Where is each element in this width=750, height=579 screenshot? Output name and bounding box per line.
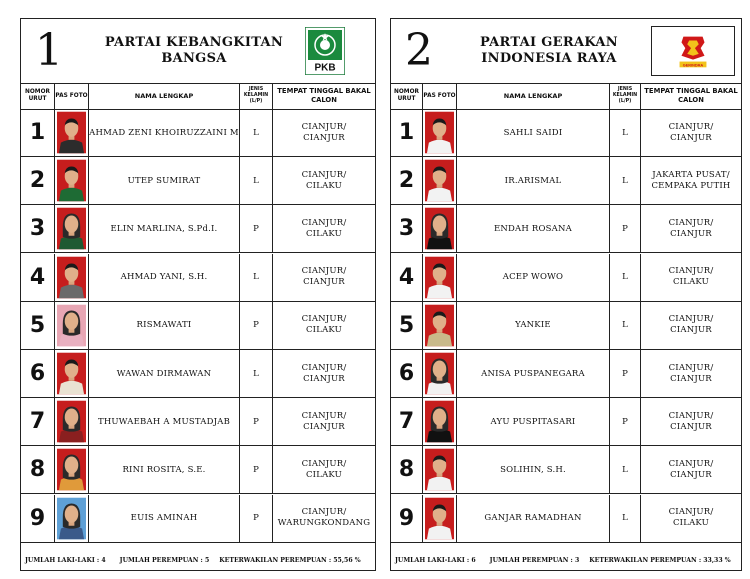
candidate-residence [273,157,375,204]
candidate-residence [273,205,375,252]
male-count: JUMLAH LAKI-LAKI : 4 [25,556,106,564]
residence-line2: CIANJUR [670,228,712,239]
residence-line2: CIANJUR [670,132,712,143]
portrait-icon [425,207,454,250]
candidate-sex: L [610,109,641,156]
residence-line1: CIANJUR/ [301,507,347,518]
residence-line1: CIANJUR/ [301,314,347,325]
residence-line2: CIANJUR [670,325,712,336]
candidate-row [391,495,741,543]
candidate-name: ANISA PUSPANEGARA [457,350,610,397]
candidate-name: RISMAWATI [89,302,240,349]
summary-footer [21,550,375,570]
candidate-residence [641,157,741,204]
candidate-number: 3 [21,205,55,252]
candidate-sex: P [240,446,273,493]
residence-line2: CIANJUR [670,373,712,384]
candidate-row [21,109,375,157]
residence-line1: CIANJUR/ [301,458,347,469]
portrait-icon [425,159,454,202]
candidate-residence [641,350,741,397]
candidate-sex: P [240,205,273,252]
portrait-icon [57,304,86,347]
candidate-row [21,446,375,494]
residence-line1: CIANJUR/ [301,266,347,277]
candidate-sex: P [240,495,273,542]
candidate-sex: P [240,302,273,349]
portrait-icon [57,352,86,395]
male-count: JUMLAH LAKI-LAKI : 6 [395,556,476,564]
residence-line1: CIANJUR/ [668,410,714,421]
column-header [21,83,375,110]
col-nama: NAMA LENGKAP [457,83,610,109]
residence-line1: CIANJUR/ [668,266,714,277]
residence-line2: CIANJUR [670,469,712,480]
candidate-sex: L [610,157,641,204]
candidate-sex: L [610,495,641,542]
candidate-name: AHMAD YANI, S.H. [89,254,240,301]
candidate-name: SOLIHIN, S.H. [457,446,610,493]
col-jk: JENIS KELAMIN (L/P) [240,83,273,109]
candidate-sex: L [610,446,641,493]
portrait-icon [57,111,86,154]
candidate-row [391,398,741,446]
candidate-residence [273,302,375,349]
col-nomor: NOMOR URUT [21,83,55,109]
party-header [21,19,375,84]
candidate-residence [273,109,375,156]
candidate-photo [55,254,89,301]
candidate-number: 6 [391,350,423,397]
candidate-name: SAHLI SAIDI [457,109,610,156]
candidate-number: 7 [391,398,423,445]
party-number: 1 [35,25,63,76]
residence-line2: CIANJUR [303,421,345,432]
candidate-name: ENDAH ROSANA [457,205,610,252]
candidate-row [21,254,375,302]
candidate-row [21,398,375,446]
candidate-name: AYU PUSPITASARI [457,398,610,445]
portrait-icon [425,352,454,395]
candidate-number: 4 [21,254,55,301]
candidate-row [391,446,741,494]
residence-line2: CIANJUR [303,373,345,384]
candidate-number: 1 [391,109,423,156]
col-foto: PAS FOTO [423,83,457,109]
portrait-icon [425,256,454,299]
candidate-name: YANKIE [457,302,610,349]
candidate-row [21,205,375,253]
summary-footer [391,550,741,570]
portrait-icon [57,159,86,202]
portrait-icon [57,400,86,443]
candidate-residence [641,446,741,493]
portrait-icon [57,497,86,540]
candidate-row [21,157,375,205]
candidate-number: 8 [21,446,55,493]
candidate-row [391,205,741,253]
residence-line1: JAKARTA PUSAT/ [652,169,730,180]
col-foto: PAS FOTO [55,83,89,109]
candidate-residence [641,398,741,445]
candidate-sex: L [240,109,273,156]
candidate-number: 6 [21,350,55,397]
candidate-photo [55,157,89,204]
candidate-number: 8 [391,446,423,493]
candidate-number: 9 [391,495,423,542]
candidate-row [21,302,375,350]
candidate-photo [423,205,457,252]
residence-line2: CILAKU [672,277,710,288]
candidate-number: 9 [21,495,55,542]
candidate-number: 2 [391,157,423,204]
candidate-name: WAWAN DIRMAWAN [89,350,240,397]
candidate-residence [273,350,375,397]
col-tempat: TEMPAT TINGGAL BAKAL CALON [644,87,738,104]
col-nama: NAMA LENGKAP [89,83,240,109]
gerindra-logo-text: GERINDRA [682,63,704,68]
candidate-photo [423,446,457,493]
candidate-sex: P [240,398,273,445]
candidate-sex: P [610,350,641,397]
candidate-sex: L [240,350,273,397]
party-name: PARTAI GERAKAN INDONESIA RAYA [480,35,618,66]
residence-line1: CIANJUR/ [668,362,714,373]
residence-line1: CIANJUR/ [301,121,347,132]
residence-line1: CIANJUR/ [668,507,714,518]
candidate-photo [423,254,457,301]
candidate-residence [641,495,741,542]
residence-line1: CIANJUR/ [301,362,347,373]
candidate-name: EUIS AMINAH [89,495,240,542]
residence-line1: CIANJUR/ [668,121,714,132]
col-nomor: NOMOR URUT [391,83,423,109]
candidate-sex: P [610,205,641,252]
col-jk: JENIS KELAMIN (L/P) [610,83,641,109]
candidate-row [391,350,741,398]
column-header [391,83,741,110]
candidate-photo [423,398,457,445]
candidate-name: GANJAR RAMADHAN [457,495,610,542]
candidate-sex: L [240,254,273,301]
portrait-icon [57,256,86,299]
residence-line2: CILAKU [305,325,343,336]
female-count: JUMLAH PEREMPUAN : 5 [119,556,210,564]
candidate-name: THUWAEBAH A MUSTADJAB [89,398,240,445]
residence-line2: CIANJUR [303,277,345,288]
candidate-residence [273,254,375,301]
party-card-gerindra [390,18,742,571]
candidate-residence [273,495,375,542]
candidate-row [391,109,741,157]
candidate-photo [55,205,89,252]
candidate-photo [55,109,89,156]
portrait-icon [425,497,454,540]
portrait-icon [425,448,454,491]
candidate-residence [641,109,741,156]
candidate-name: RINI ROSITA, S.E. [89,446,240,493]
residence-line1: CIANJUR/ [301,169,347,180]
candidate-row [21,495,375,543]
candidate-residence [641,205,741,252]
candidate-name: IR.ARISMAL [457,157,610,204]
candidate-photo [423,350,457,397]
candidate-number: 5 [391,302,423,349]
candidate-number: 2 [21,157,55,204]
portrait-icon [57,207,86,250]
party-header [391,19,741,84]
residence-line2: CIANJUR [303,132,345,143]
portrait-icon [425,111,454,154]
candidate-row [391,157,741,205]
candidate-photo [423,302,457,349]
candidate-name: ELIN MARLINA, S.Pd.I. [89,205,240,252]
residence-line2: WARUNGKONDANG [277,518,371,529]
candidate-photo [423,109,457,156]
female-ratio: KETERWAKILAN PEREMPUAN : 55,56 % [219,556,361,564]
gerindra-logo-icon [651,26,735,76]
residence-line2: CILAKU [672,518,710,529]
candidate-photo [55,398,89,445]
candidate-photo [55,302,89,349]
female-ratio: KETERWAKILAN PEREMPUAN : 33,33 % [589,556,731,564]
candidate-sex: L [610,302,641,349]
candidate-number: 7 [21,398,55,445]
portrait-icon [57,448,86,491]
residence-line2: CILAKU [305,228,343,239]
candidate-photo [423,495,457,542]
candidate-photo [55,495,89,542]
residence-line2: CILAKU [305,180,343,191]
candidate-residence [273,398,375,445]
candidate-sex: P [610,398,641,445]
candidate-number: 1 [21,109,55,156]
candidate-sex: L [240,157,273,204]
candidate-photo [55,446,89,493]
candidate-name: UTEP SUMIRAT [89,157,240,204]
candidate-number: 4 [391,254,423,301]
residence-line1: CIANJUR/ [668,217,714,228]
residence-line1: CIANJUR/ [668,458,714,469]
candidate-name: AHMAD ZENI KHOIRUZZAINI M [89,109,240,156]
candidate-row [391,302,741,350]
portrait-icon [425,400,454,443]
candidate-number: 3 [391,205,423,252]
residence-line1: CIANJUR/ [668,314,714,325]
portrait-icon [425,304,454,347]
residence-line1: CIANJUR/ [301,410,347,421]
residence-line2: CEMPAKA PUTIH [651,180,731,191]
candidate-photo [55,350,89,397]
candidate-residence [641,254,741,301]
candidate-residence [273,446,375,493]
party-number: 2 [405,25,433,76]
pkb-logo-icon [305,27,345,75]
candidate-photo [423,157,457,204]
candidate-name: ACEP WOWO [457,254,610,301]
candidate-row [391,254,741,302]
candidate-sex: L [610,254,641,301]
party-card-pkb [20,18,376,571]
col-tempat: TEMPAT TINGGAL BAKAL CALON [277,87,371,104]
residence-line2: CIANJUR [670,421,712,432]
candidate-number: 5 [21,302,55,349]
residence-line1: CIANJUR/ [301,217,347,228]
female-count: JUMLAH PEREMPUAN : 3 [489,556,580,564]
candidate-row [21,350,375,398]
candidate-residence [641,302,741,349]
pkb-logo-text: PKB [314,62,336,74]
party-name: PARTAI KEBANGKITAN BANGSA [104,35,284,66]
residence-line2: CILAKU [305,469,343,480]
